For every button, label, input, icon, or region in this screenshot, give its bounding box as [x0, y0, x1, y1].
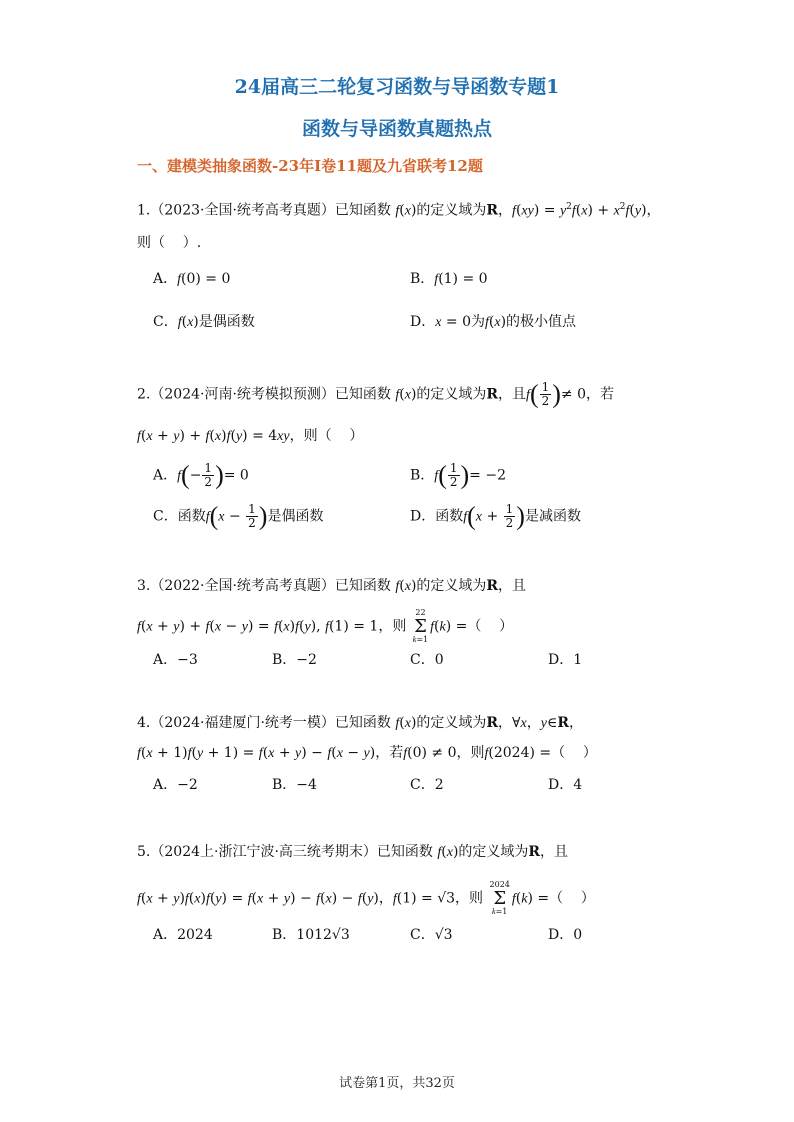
option-c[interactable]: C．√3 — [410, 927, 453, 943]
question-1-line-1: 1.（2023·全国·统考高考真题）已知函数 f(x)的定义域为R，$f(xy) = y^2f(x) + x^2f(y)$， — [137, 202, 661, 219]
page-subtitle: 函数与导函数真题热点 — [301, 118, 492, 140]
question-number: 1 — [137, 202, 146, 219]
page-title: 24届高三二轮复习函数与导函数专题1 — [234, 76, 560, 98]
question-number: 4 — [137, 715, 146, 731]
option-d[interactable]: D．x = 0为f(x)的极小值点 — [410, 314, 577, 330]
option-d[interactable]: D．函数f(x + $\frac{1}{2}$ )是减函数 — [410, 501, 581, 531]
option-d[interactable]: D．0 — [548, 927, 583, 943]
question-4-line-2: f(x + 1)f(y + 1) = f(x + y) − f(x − y)，若f(0) ≠ 0，则f(2024) =（ ） — [137, 745, 597, 761]
option-c[interactable]: C．2 — [410, 777, 444, 793]
question-source: （2023·全国·统考高考真题）已知函数 — [150, 202, 391, 219]
question-4-line-1: 4.（2024·福建厦门·统考一模）已知函数 f(x)的定义域为R，∀x，y∈R， — [137, 715, 583, 731]
question-source: （2024上·浙江宁波·高三统考期末）已知函数 — [150, 844, 433, 860]
question-number: 2 — [137, 386, 146, 403]
question-3-line-2: f(x + y) + f(x − y) = f(x)f(y), f(1) = 1，则 22 Σ k=1 f(k) =（ ） — [137, 608, 514, 644]
question-number: 3 — [137, 578, 146, 594]
question-2-line-1: 2.（2024·河南·统考模拟预测）已知函数 f(x)的定义域为R，且f( $\frac{1}{2}$ )≠ 0，若 — [137, 379, 615, 409]
question-source: （2022·全国·统考高考真题）已知函数 — [150, 578, 391, 594]
option-b[interactable]: B．f(1) = 0 — [410, 271, 488, 287]
option-c[interactable]: C．f(x)是偶函数 — [153, 314, 255, 330]
option-c[interactable]: C．函数f(x − $\frac{1}{2}$ )是偶函数 — [153, 501, 324, 531]
option-a[interactable]: A．f(− $\frac{1}{2}$ )= 0 — [153, 460, 249, 490]
question-5-line-2: f(x + y)f(x)f(y) = f(x + y) − f(x) − f(y)，f(1) = √3，则 2024 Σ k=1 f(k) =（ ） — [137, 880, 595, 916]
question-number: 5 — [137, 844, 146, 860]
question-2-line-2: f(x + y) + f(x)f(y) = 4xy，则（ ） — [137, 428, 364, 444]
option-b[interactable]: B．1012√3 — [272, 927, 350, 943]
option-a[interactable]: A．f(0) = 0 — [153, 271, 231, 287]
question-source: （2024·福建厦门·统考一模）已知函数 — [150, 715, 391, 731]
option-d[interactable]: D．4 — [548, 777, 583, 793]
option-d[interactable]: D．1 — [548, 652, 583, 668]
section-heading: 一、建模类抽象函数-23年I卷11题及九省联考12题 — [137, 157, 483, 175]
option-b[interactable]: B．−4 — [272, 777, 317, 793]
option-c[interactable]: C．0 — [410, 652, 444, 668]
option-a[interactable]: A．−3 — [153, 652, 198, 668]
option-a[interactable]: A．−2 — [153, 777, 198, 793]
option-b[interactable]: B．f( $\frac{1}{2}$ )= −2 — [410, 460, 506, 490]
question-1-line-2: 则（ ）. — [137, 235, 202, 251]
question-source: （2024·河南·统考模拟预测）已知函数 — [150, 386, 391, 403]
question-5-line-1: 5.（2024上·浙江宁波·高三统考期末）已知函数 f(x)的定义域为R，且 — [137, 844, 569, 860]
question-3-line-1: 3.（2022·全国·统考高考真题）已知函数 f(x)的定义域为R，且 — [137, 578, 527, 594]
option-a[interactable]: A．2024 — [153, 927, 213, 943]
page-footer: 试卷第1页，共32页 — [339, 1076, 455, 1091]
option-b[interactable]: B．−2 — [272, 652, 317, 668]
